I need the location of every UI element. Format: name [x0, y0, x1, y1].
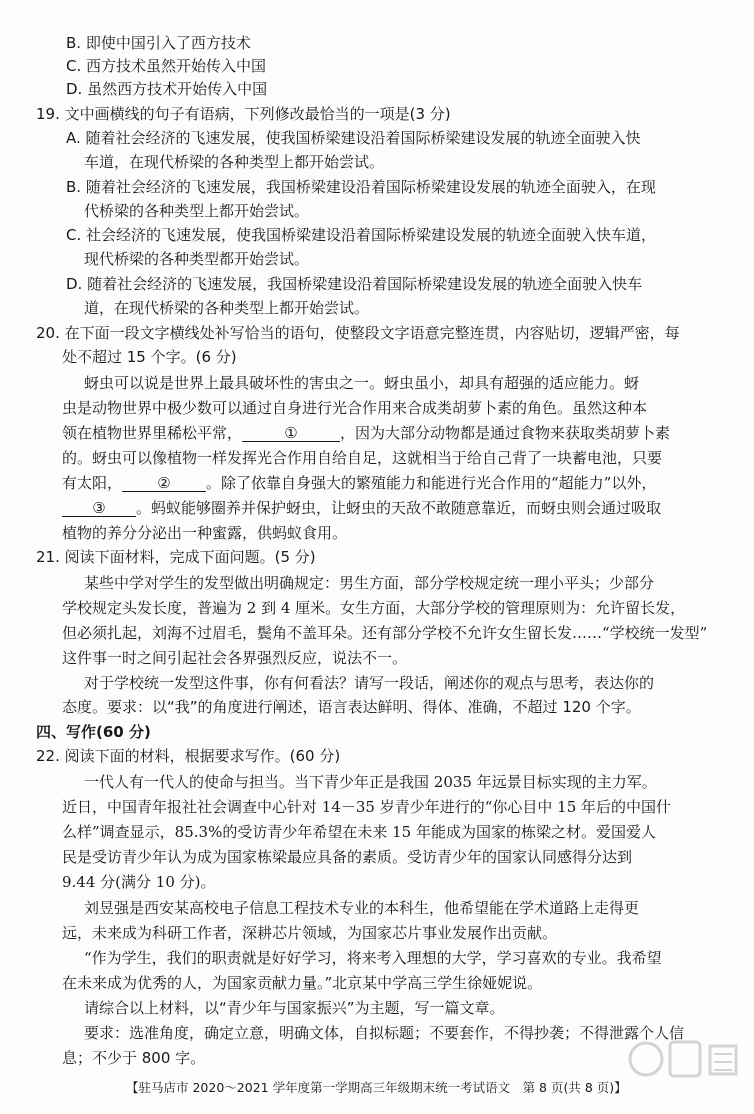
q22-material-line6: 刘昱强是西安某高校电子信息工程技术专业的本科生，他希望能在学术道路上走得更 [84, 899, 640, 917]
q18-option-c: C. 西方技术虽然开始传入中国 [66, 57, 267, 75]
q22-material-line1: 一代人有一代人的使命与担当。当下青少年正是我国 2035 年远景目标实现的主力军。 [84, 773, 657, 791]
q20-passage-line4: 的。蚜虫可以像植物一样发挥光合作用自给自足，这就相当于给自己背了一块蓄电池，只要 [62, 449, 663, 467]
q19-option-b-line1: B. 随着社会经济的飞速发展，我国桥梁建设沿着国际桥梁建设发展的轨迹全面驶入，在现 [66, 178, 656, 196]
q22-task-line1: 请综合以上材料，以“青少年与国家振兴”为主题，写一篇文章。 [84, 999, 505, 1017]
q20-passage-line3-start: 领在植物世界里稀松平常， [62, 424, 243, 442]
q20-stem-line2: 处不超过 15 个字。(6 分) [62, 348, 237, 366]
page-footer: 【驻马店市 2020～2021 学年度第一学期高三年级期末统一考试语文 第 8 页(共 8 页)】 [126, 1080, 627, 1095]
q20-passage-line6-end: 。蚂蚁能够圈养并保护蚜虫，让蚜虫的天敌不敢随意靠近，而蚜虫则会通过吸取 [136, 499, 662, 517]
q22-requirements-line1: 要求：选准角度，确定立意，明确文体，自拟标题；不要套作，不得抄袭；不得泄露个人信 [84, 1024, 685, 1042]
q21-task-line2: 态度。要求：以“我”的角度进行阐述，语言表达鲜明、得体、准确，不超过 120 个字。 [62, 698, 641, 716]
q21-material-line4: 这件事一时之间引起社会各界强烈反应，说法不一。 [62, 649, 408, 667]
q20-passage-line2: 虫是动物世界中极少数可以通过自身进行光合作用来合成类胡萝卜素的角色。虽然这种本 [62, 399, 648, 417]
blank-1[interactable]: ① [242, 425, 340, 442]
q22-material-line2: 近日，中国青年报社社会调查中心针对 14－35 岁青少年进行的“你心目中 15 年后的中国什 [62, 798, 672, 816]
q19-option-c-line2: 现代桥梁的各种类型都开始尝试。 [84, 250, 310, 268]
q22-material-line4: 民是受访青少年认为成为国家栋梁最应具备的素质。受访青少年的国家认同感得分达到 [62, 848, 633, 866]
q19-option-c-line1: C. 社会经济的飞速发展，使我国桥梁建设沿着国际桥梁建设发展的轨迹全面驶入快车道， [66, 226, 657, 244]
blank-3[interactable]: ③ [62, 500, 136, 517]
q20-passage-line3 [62, 423, 670, 443]
q22-stem: 22. 阅读下面的材料，根据要求写作。(60 分) [36, 747, 341, 765]
q21-material-line3: 但必须扎起，刘海不过眉毛，鬓角不盖耳朵。还有部分学校不允许女生留长发……“学校统一发型” [62, 624, 708, 642]
q20-passage-line5 [62, 473, 656, 493]
q22-material-line5: 9.44 分(满分 10 分)。 [62, 873, 216, 891]
section-4-title: 四、写作(60 分) [36, 723, 151, 741]
q19-option-d-line1: D. 随着社会经济的飞速发展，我国桥梁建设沿着国际桥梁建设发展的轨迹全面驶入快车 [66, 275, 643, 293]
q18-option-d: D. 虽然西方技术开始传入中国 [66, 80, 268, 98]
q19-option-b-line2: 代桥梁的各种类型上都开始尝试。 [84, 202, 310, 220]
q20-stem-line1: 20. 在下面一段文字横线处补写恰当的语句，使整段文字语意完整连贯，内容贴切，逻辑严密，每 [36, 324, 680, 342]
watermark-logo-icon [624, 1024, 744, 1094]
q19-stem: 19. 文中画横线的句子有语病，下列修改最恰当的一项是(3 分) [36, 105, 451, 123]
q19-option-a-line1: A. 随着社会经济的飞速发展，使我国桥梁建设沿着国际桥梁建设发展的轨迹全面驶入快 [66, 129, 641, 147]
q21-task-line1: 对于学校统一发型这件事，你有何看法？请写一段话，阐述你的观点与思考，表达你的 [84, 674, 655, 692]
q19-option-a-line2: 车道，在现代桥梁的各种类型上都开始尝试。 [84, 153, 385, 171]
q22-material-line3: 么样”调查显示，85.3%的受访青少年希望在未来 15 年能成为国家的栋梁之材。爱国爱人 [62, 823, 656, 841]
q22-requirements-line2: 息；不少于 800 字。 [62, 1049, 206, 1067]
blank-2[interactable]: ② [122, 475, 206, 492]
q19-option-d-line2: 道，在现代桥梁的各种类型上都开始尝试。 [84, 299, 370, 317]
q21-material-line1: 某些中学对学生的发型做出明确规定：男生方面，部分学校规定统一理小平头；少部分 [84, 574, 655, 592]
q20-passage-line1: 蚜虫可以说是世界上最具破坏性的害虫之一。蚜虫虽小，却具有超强的适应能力。蚜 [84, 374, 640, 392]
q21-material-line2: 学校规定头发长度，普遍为 2 到 4 厘米。女生方面，大部分学校的管理原则为：允许留长发， [62, 599, 686, 617]
q21-stem: 21. 阅读下面材料，完成下面问题。(5 分) [36, 548, 316, 566]
q22-material-line9: 在未来成为优秀的人，为国家贡献力量。”北京某中学高三学生徐娅妮说。 [62, 974, 543, 992]
q22-material-line7: 远，未来成为科研工作者，深耕芯片领域，为国家芯片事业发展作出贡献。 [62, 924, 558, 942]
q20-passage-line6 [62, 498, 661, 518]
q20-passage-line7: 植物的养分分泌出一种蜜露，供蚂蚁食用。 [62, 524, 348, 542]
q18-option-b: B. 即使中国引入了西方技术 [66, 34, 251, 52]
q22-material-line8: “作为学生，我们的职责就是好好学习，将来考入理想的大学，学习喜欢的专业。我希望 [84, 949, 662, 967]
q20-passage-line5-start: 有太阳， [62, 474, 123, 492]
q20-passage-line5-end: 。除了依靠自身强大的繁殖能力和能进行光合作用的“超能力”以外， [206, 474, 657, 492]
q20-passage-line3-end: ，因为大部分动物都是通过食物来获取类胡萝卜素 [340, 424, 671, 442]
